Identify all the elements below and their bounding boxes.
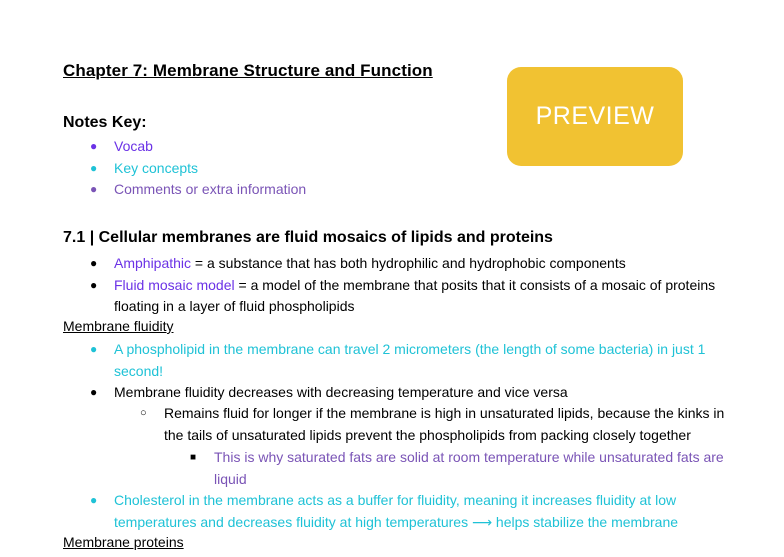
definitions-list bbox=[90, 253, 730, 318]
list-item-text: This is why saturated fats are solid at room temperature while unsaturated fats are liquid bbox=[214, 449, 724, 487]
bullet-icon: ● bbox=[90, 277, 98, 292]
notes-key-list bbox=[90, 136, 490, 201]
notes-key-item-vocab bbox=[90, 136, 490, 158]
fluidity-sub-sublist bbox=[190, 447, 730, 490]
square-bullet-icon: ■ bbox=[190, 452, 197, 463]
bullet-icon: ● bbox=[90, 160, 98, 175]
list-item bbox=[90, 490, 730, 533]
list-item-text: Cholesterol in the membrane acts as a buffer for fluidity, meaning it increases fluidity at low temperatures and decreases fluidity at high temperatures ⟶ helps stabilize the membrane bbox=[114, 492, 679, 530]
chapter-title: Chapter 7: Membrane Structure and Function bbox=[63, 61, 433, 80]
subheading-membrane-fluidity: Membrane fluidity bbox=[63, 318, 174, 334]
bullet-icon: ● bbox=[90, 182, 98, 196]
notes-key-label: Vocab bbox=[114, 138, 153, 154]
definition-text: = a model of the membrane that posits that it consists of a mosaic of proteins floating in a layer of fluid phospholipids bbox=[114, 276, 716, 314]
vocab-term: Fluid mosaic model bbox=[114, 276, 235, 293]
fluidity-list-b bbox=[90, 490, 730, 533]
vocab-term: Amphipathic bbox=[114, 255, 192, 271]
list-item bbox=[90, 339, 730, 382]
list-item bbox=[190, 447, 730, 490]
bullet-icon: ● bbox=[90, 385, 98, 399]
hollow-circle-bullet-icon: ○ bbox=[140, 407, 147, 419]
fluidity-sublist bbox=[140, 403, 730, 446]
bullet-icon: ● bbox=[90, 139, 98, 153]
notes-key-label: Comments or extra information bbox=[114, 181, 307, 197]
definition-text: = a substance that has both hydrophilic and hydrophobic components bbox=[191, 255, 626, 271]
section-heading: 7.1 | Cellular membranes are fluid mosaics of lipids and proteins bbox=[63, 229, 553, 246]
subheading-membrane-proteins: Membrane proteins bbox=[63, 534, 184, 550]
definition-amphipathic bbox=[90, 253, 730, 275]
list-item-text: Membrane fluidity decreases with decreasing temperature and vice versa bbox=[114, 384, 568, 400]
fluidity-list-a bbox=[90, 339, 730, 404]
bullet-icon: ● bbox=[90, 256, 98, 270]
bullet-icon: ● bbox=[90, 493, 98, 507]
list-item-text: Remains fluid for longer if the membrane is high in unsaturated lipids, because the kinks in the tails of unsaturated lipids prevent the phospholipids from packing closely together bbox=[164, 405, 725, 443]
bullet-icon: ● bbox=[90, 342, 98, 356]
notes-key-label: Key concepts bbox=[114, 159, 199, 176]
notes-key-item-comments bbox=[90, 179, 490, 201]
definition-fluid-mosaic-model bbox=[90, 275, 730, 318]
list-item bbox=[90, 382, 730, 404]
notes-key-item-key-concepts bbox=[90, 158, 490, 180]
list-item-text: A phospholipid in the membrane can travel 2 micrometers (the length of some bacteria) in just 1 second! bbox=[114, 341, 706, 379]
preview-badge: PREVIEW bbox=[507, 67, 683, 166]
notes-key-heading: Notes Key: bbox=[63, 114, 147, 131]
list-item bbox=[140, 403, 730, 446]
